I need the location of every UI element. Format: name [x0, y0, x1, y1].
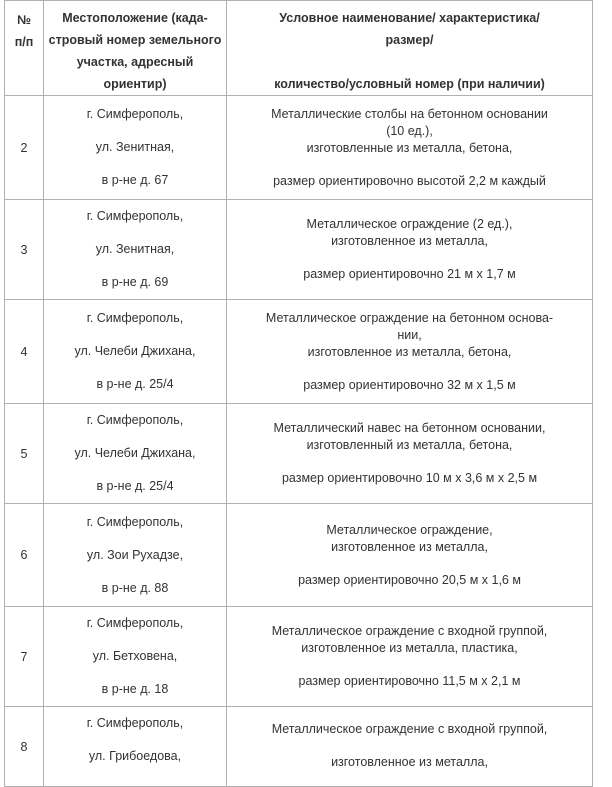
location-line: г. Симферополь, [86, 514, 184, 529]
location-line: ул. Зои Рухадзе, [86, 547, 184, 562]
row-description [227, 504, 593, 607]
location-line: в р-не д. 67 [101, 173, 169, 187]
description-line: изготовленное из металла, бетона, [307, 344, 512, 359]
description-line: Металлическое ограждение на бетонном основа- [265, 310, 554, 325]
location-line: ул. Грибоедова, [88, 749, 182, 763]
header-line: Условное наименование/ характеристика/ [279, 11, 540, 25]
header-row [5, 1, 593, 96]
description-line: изготовленные из металла, бетона, [306, 140, 513, 155]
row-number: 4 [5, 300, 44, 404]
row-location [44, 404, 227, 504]
row-location [44, 96, 227, 200]
description-line: изготовленное из металла, [331, 539, 488, 554]
row-location [44, 607, 227, 707]
table-row [5, 607, 593, 707]
location-line: в р-не д. 69 [101, 275, 169, 289]
description-line: изготовленное из металла, [331, 234, 488, 248]
description-line: Металлические столбы на бетонном основании [271, 106, 548, 121]
location-line: г. Симферополь, [86, 716, 184, 730]
row-description [227, 200, 593, 300]
header-line: размер/ [385, 33, 434, 47]
header-number [5, 1, 44, 96]
table-row [5, 707, 593, 787]
description-line: Металлическое ограждение с входной группой, [271, 722, 548, 736]
description-line: размер ориентировочно 20,5 м х 1,6 м [298, 572, 521, 587]
location-line: г. Симферополь, [86, 107, 184, 121]
description-line: размер ориентировочно 32 м х 1,5 м [303, 377, 516, 392]
row-number: 7 [5, 607, 44, 707]
row-description [227, 300, 593, 404]
header-line: ориентир) [103, 77, 167, 91]
location-line: ул. Зенитная, [95, 242, 175, 256]
description-line [227, 157, 592, 173]
row-description [227, 607, 593, 707]
description-line [227, 250, 592, 266]
row-location [44, 707, 227, 787]
description-line [227, 657, 592, 673]
header-line: стровый номер земельного [48, 33, 222, 47]
description-line: размер ориентировочно 21 м х 1,7 м [303, 267, 516, 281]
location-line: г. Симферополь, [86, 413, 184, 427]
row-location [44, 200, 227, 300]
location-line: в р-не д. 25/4 [96, 377, 174, 391]
table-row [5, 96, 593, 200]
header-location [44, 1, 227, 96]
description-line: Металлическое ограждение, [326, 522, 493, 537]
description-line: размер ориентировочно 11,5 м х 2,1 м [298, 674, 521, 688]
table-row [5, 504, 593, 607]
table-row [5, 300, 593, 404]
row-location [44, 504, 227, 607]
header-line: участка, адресный [76, 55, 194, 69]
row-number: 2 [5, 96, 44, 200]
header-line [227, 51, 592, 73]
description-line: размер ориентировочно 10 м х 3,6 м х 2,5 м [281, 471, 538, 485]
header-line: № [17, 13, 31, 27]
description-line: Металлическое ограждение с входной группой, [271, 624, 548, 638]
description-line: размер ориентировочно высотой 2,2 м каждый [273, 173, 546, 188]
row-number: 5 [5, 404, 44, 504]
description-line: (10 ед.), [386, 123, 433, 138]
location-line: ул. Челеби Джихана, [74, 446, 196, 460]
description-line [227, 361, 592, 377]
description-line: Металлический навес на бетонном основании, [273, 421, 546, 435]
location-line: г. Симферополь, [86, 616, 184, 630]
table-row [5, 200, 593, 300]
row-number: 8 [5, 707, 44, 787]
header-description [227, 1, 593, 96]
location-line: в р-не д. 25/4 [96, 479, 174, 493]
location-line: в р-не д. 88 [101, 580, 169, 595]
row-number: 3 [5, 200, 44, 300]
row-description [227, 707, 593, 787]
row-description [227, 404, 593, 504]
description-line: нии, [397, 327, 422, 342]
description-line: изготовленный из металла, бетона, [306, 438, 513, 452]
location-line: ул. Челеби Джихана, [74, 344, 196, 358]
header-line: п/п [14, 35, 34, 49]
header-line: Местоположение (када- [62, 11, 208, 25]
description-line [227, 556, 592, 572]
description-line [227, 454, 592, 470]
location-line: ул. Бетховена, [92, 649, 178, 663]
header-line: количество/условный номер (при наличии) [274, 77, 545, 91]
location-line: в р-не д. 18 [101, 682, 169, 696]
location-line: г. Симферополь, [86, 209, 184, 223]
table-row [5, 404, 593, 504]
row-location [44, 300, 227, 404]
row-description [227, 96, 593, 200]
row-number: 6 [5, 504, 44, 607]
location-line: ул. Зенитная, [95, 140, 175, 154]
objects-table [4, 0, 593, 787]
location-line: г. Симферополь, [86, 311, 184, 325]
description-line: Металлическое ограждение (2 ед.), [306, 217, 513, 231]
description-line: изготовленное из металла, [331, 755, 488, 769]
description-line: изготовленное из металла, пластика, [301, 641, 518, 655]
